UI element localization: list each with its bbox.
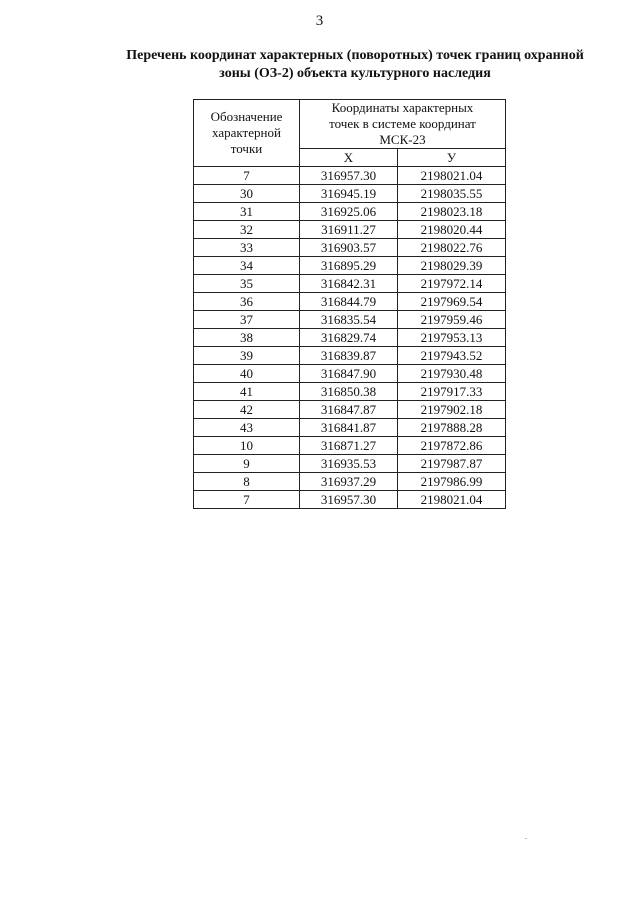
cell-x: 316850.38	[300, 383, 398, 401]
table-row	[194, 383, 506, 401]
cell-y: 2198021.04	[398, 167, 506, 185]
cell-point: 38	[194, 329, 300, 347]
header-point-line: точки	[230, 141, 263, 156]
cell-point: 43	[194, 419, 300, 437]
cell-x: 316841.87	[300, 419, 398, 437]
cell-point: 9	[194, 455, 300, 473]
cell-point: 34	[194, 257, 300, 275]
cell-y: 2197986.99	[398, 473, 506, 491]
cell-y: 2197917.33	[398, 383, 506, 401]
cell-x: 316925.06	[300, 203, 398, 221]
cell-x: 316847.87	[300, 401, 398, 419]
cell-y: 2197972.14	[398, 275, 506, 293]
header-point-line: Обозначение	[210, 109, 283, 124]
cell-point: 33	[194, 239, 300, 257]
table-row	[194, 257, 506, 275]
cell-y: 2198022.76	[398, 239, 506, 257]
table-row	[194, 401, 506, 419]
header-system-line: Координаты характерных	[331, 100, 474, 115]
cell-x: 316957.30	[300, 167, 398, 185]
table-row	[194, 437, 506, 455]
header-y: У	[398, 149, 506, 167]
cell-x: 316847.90	[300, 365, 398, 383]
cell-y: 2197969.54	[398, 293, 506, 311]
document-title-line-2: зоны (ОЗ-2) объекта культурного наследия	[219, 66, 491, 81]
cell-y: 2197888.28	[398, 419, 506, 437]
cell-x: 316937.29	[300, 473, 398, 491]
table-row	[194, 329, 506, 347]
table-row	[194, 365, 506, 383]
document-title	[60, 47, 639, 83]
cell-x: 316839.87	[300, 347, 398, 365]
cell-x: 316895.29	[300, 257, 398, 275]
cell-y: 2197930.48	[398, 365, 506, 383]
table-row	[194, 203, 506, 221]
cell-point: 30	[194, 185, 300, 203]
table-row	[194, 239, 506, 257]
cell-point: 8	[194, 473, 300, 491]
cell-x: 316829.74	[300, 329, 398, 347]
cell-y: 2197943.52	[398, 347, 506, 365]
cell-y: 2198035.55	[398, 185, 506, 203]
cell-x: 316844.79	[300, 293, 398, 311]
cell-point: 7	[194, 491, 300, 509]
table-row	[194, 293, 506, 311]
table-row	[194, 419, 506, 437]
cell-point: 39	[194, 347, 300, 365]
table-row	[194, 167, 506, 185]
cell-point: 42	[194, 401, 300, 419]
document-title-line-1: Перечень координат характерных (поворотных) точек границ охранной	[126, 48, 584, 63]
table-row	[194, 491, 506, 509]
cell-x: 316871.27	[300, 437, 398, 455]
scan-speck	[525, 838, 527, 839]
cell-y: 2197987.87	[398, 455, 506, 473]
cell-point: 10	[194, 437, 300, 455]
table-header-row	[194, 100, 506, 149]
table-row	[194, 311, 506, 329]
cell-point: 35	[194, 275, 300, 293]
table-row	[194, 347, 506, 365]
header-point-line: характерной	[212, 125, 281, 140]
cell-y: 2197902.18	[398, 401, 506, 419]
cell-point: 41	[194, 383, 300, 401]
cell-point: 31	[194, 203, 300, 221]
page-number: 3	[315, 13, 324, 29]
cell-point: 32	[194, 221, 300, 239]
cell-x: 316957.30	[300, 491, 398, 509]
cell-x: 316842.31	[300, 275, 398, 293]
header-system-line: точек в системе координат	[329, 116, 476, 131]
cell-point: 37	[194, 311, 300, 329]
table-row	[194, 185, 506, 203]
cell-x: 316835.54	[300, 311, 398, 329]
table-row	[194, 473, 506, 491]
table-row	[194, 275, 506, 293]
cell-x: 316911.27	[300, 221, 398, 239]
cell-y: 2198023.18	[398, 203, 506, 221]
cell-y: 2198020.44	[398, 221, 506, 239]
cell-y: 2197872.86	[398, 437, 506, 455]
header-coordinate-system	[300, 100, 506, 149]
cell-y: 2197959.46	[398, 311, 506, 329]
cell-x: 316945.19	[300, 185, 398, 203]
cell-y: 2198029.39	[398, 257, 506, 275]
cell-y: 2198021.04	[398, 491, 506, 509]
cell-point: 40	[194, 365, 300, 383]
cell-x: 316935.53	[300, 455, 398, 473]
cell-y: 2197953.13	[398, 329, 506, 347]
coordinates-table	[193, 99, 506, 509]
cell-point: 36	[194, 293, 300, 311]
table-row	[194, 221, 506, 239]
header-x: X	[300, 149, 398, 167]
cell-x: 316903.57	[300, 239, 398, 257]
cell-point: 7	[194, 167, 300, 185]
header-point-designation	[194, 100, 300, 167]
table-row	[194, 455, 506, 473]
header-system-line: МСК-23	[379, 132, 426, 147]
